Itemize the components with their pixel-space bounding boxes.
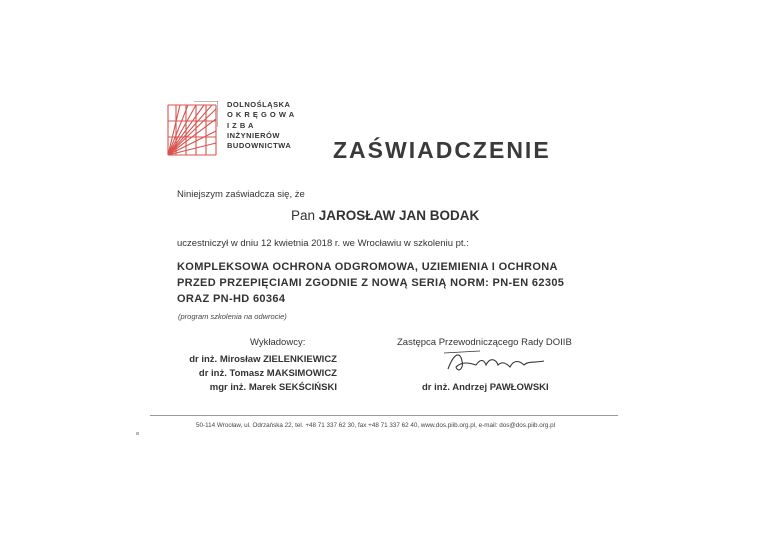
recipient-prefix: Pan xyxy=(291,208,316,223)
footer-divider xyxy=(150,415,618,416)
lecturers-list xyxy=(165,353,337,394)
recipient-full-name: JAROSŁAW JAN BODAK xyxy=(318,208,480,223)
course-title xyxy=(177,259,564,307)
organization-name xyxy=(227,100,295,151)
lecturer-name: dr inż. Tomasz MAKSIMOWICZ xyxy=(198,367,337,379)
recipient-name xyxy=(291,208,479,223)
scan-mark xyxy=(136,432,139,435)
signature-icon xyxy=(440,347,550,377)
lecturer-name: mgr inż. Marek SEKŚCIŃSKI xyxy=(209,381,337,393)
organization-line: BUDOWNICTWA xyxy=(227,141,292,151)
course-title-line: KOMPLEKSOWA OCHRONA ODGROMOWA, UZIEMIENIA I OCHRONA xyxy=(177,261,558,273)
organization-line: INŻYNIERÓW xyxy=(227,130,280,140)
course-title-line: ORAZ PN-HD 60364 xyxy=(177,293,286,305)
program-note: (program szkolenia na odwrocie) xyxy=(178,312,287,321)
deputy-name: dr inż. Andrzej PAWŁOWSKI xyxy=(422,382,549,393)
footer-address: 50-114 Wrocław, ul. Odrzańska 22, tel. +48 71 337 62 30, fax +48 71 337 62 40, www.dos.piib.org.pl, e-mail: dos@dos.piib.org.pl xyxy=(196,422,555,429)
organization-line: O K R Ę G O W A xyxy=(227,110,295,120)
certificate-title: ZAŚWIADCZENIE xyxy=(333,137,551,163)
course-title-line: PRZED PRZEPIĘCIAMI ZGODNIE Z NOWĄ SERIĄ NORM: PN-EN 62305 xyxy=(177,277,565,289)
organization-line: DOLNOŚLĄSKA xyxy=(227,100,291,109)
participation-text: uczestniczył w dniu 12 kwietnia 2018 r. we Wrocławiu w szkoleniu pt.: xyxy=(177,238,469,249)
organization-logo-icon xyxy=(166,101,218,157)
lecturer-name: dr inż. Mirosław ZIELENKIEWICZ xyxy=(189,354,337,365)
organization-line: I Z B A xyxy=(227,120,254,130)
intro-text: Niniejszym zaświadcza się, że xyxy=(177,189,305,200)
deputy-label: Zastępca Przewodniczącego Rady DOIIB xyxy=(397,337,572,348)
lecturers-label: Wykładowcy: xyxy=(250,337,306,348)
